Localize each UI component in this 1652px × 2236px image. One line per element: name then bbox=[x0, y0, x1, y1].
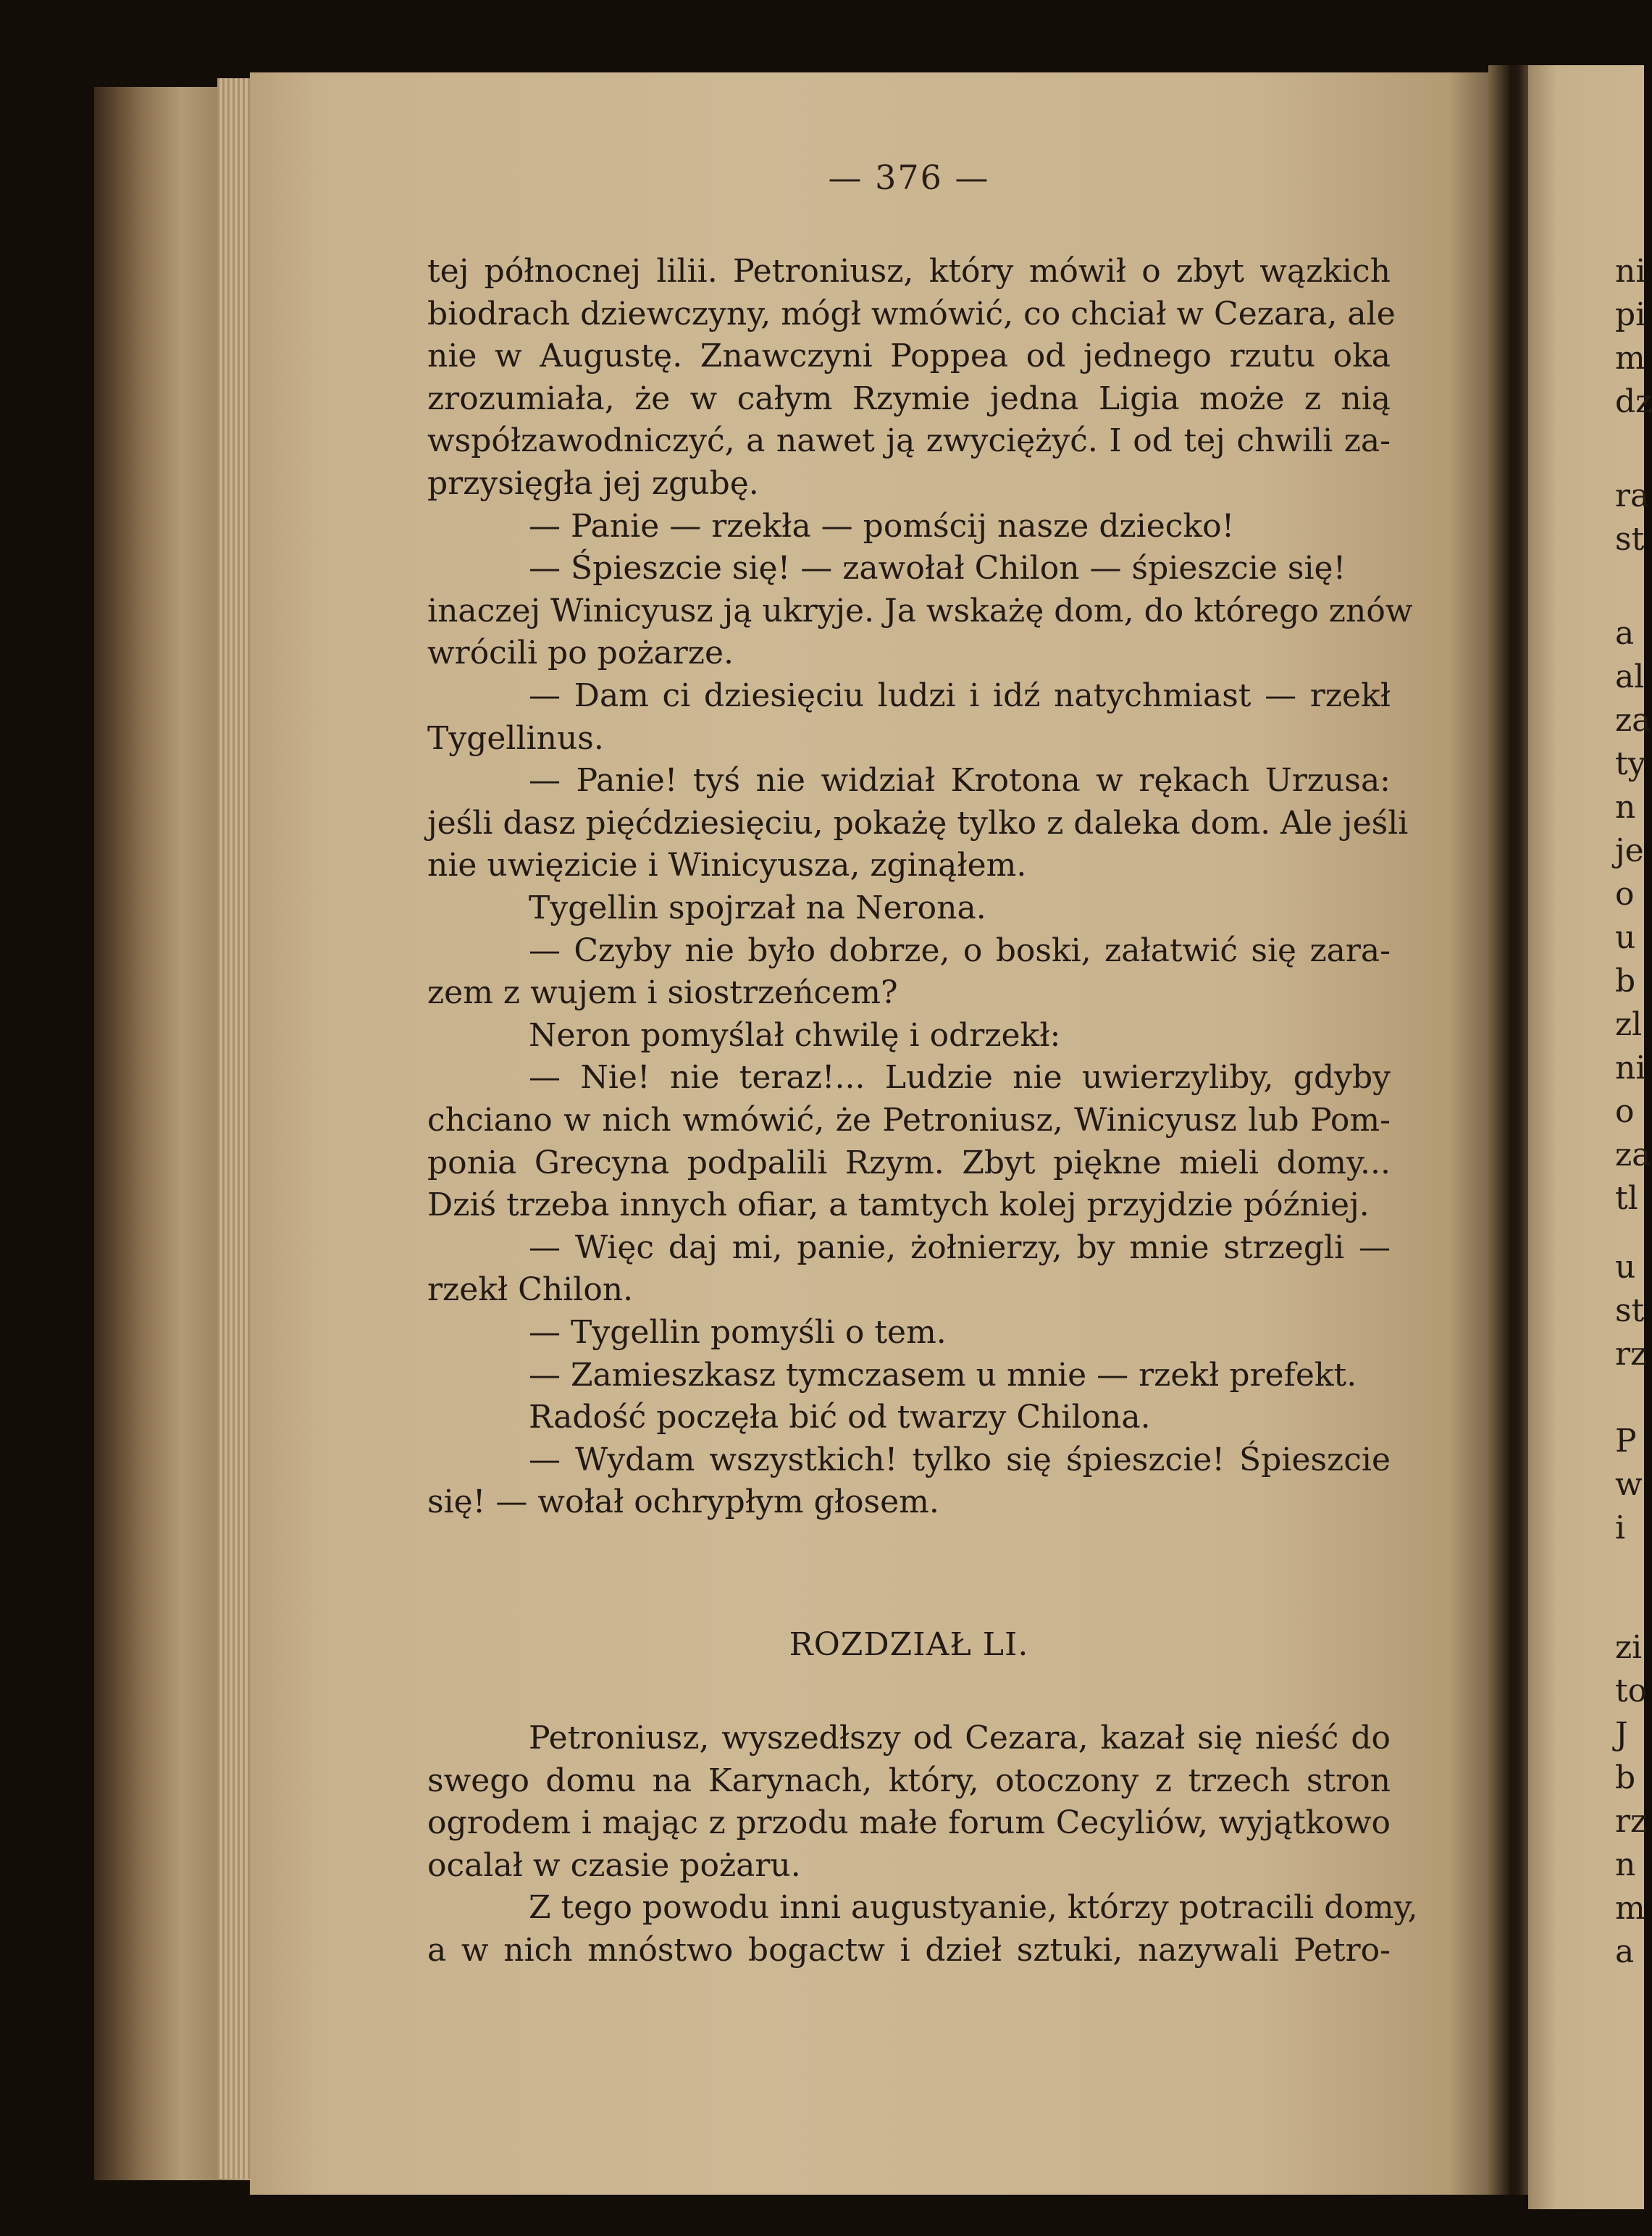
right-page-fragment: n bbox=[1615, 789, 1636, 826]
right-page-fragment: a bbox=[1615, 615, 1635, 652]
text-line: — Śpieszcie się! — zawołał Chilon — śpieszcie się! bbox=[529, 550, 1346, 587]
right-page-fragment: zl bbox=[1615, 1006, 1643, 1043]
right-page-fragment: o bbox=[1615, 1093, 1635, 1130]
right-page-fragment: n bbox=[1615, 1846, 1636, 1883]
right-page-fragment: J bbox=[1615, 1716, 1628, 1753]
right-page-fragment: a bbox=[1615, 1933, 1635, 1970]
chapter-text-line: a w nich mnóstwo bogactw i dzieł sztuki, nazywali Petro- bbox=[427, 1932, 1391, 1969]
chapter-text-line: ocalał w czasie pożaru. bbox=[427, 1846, 801, 1884]
text-line: — Panie! tyś nie widział Krotona w rękach Urzusa: bbox=[529, 762, 1391, 800]
right-page-fragment: b bbox=[1615, 963, 1636, 1000]
right-page-fragment: o bbox=[1615, 876, 1635, 913]
right-page-fragment: u bbox=[1615, 1249, 1636, 1286]
text-line: nie uwięzicie i Winicyusza, zginąłem. bbox=[427, 847, 1027, 884]
right-page-fragment: tl bbox=[1615, 1180, 1638, 1217]
text-line: — Zamieszkasz tymczasem u mnie — rzekł prefekt. bbox=[529, 1356, 1357, 1394]
text-line: zem z wujem i siostrzeńcem? bbox=[427, 974, 898, 1012]
right-page-fragment: st bbox=[1615, 521, 1645, 558]
text-line: rzekł Chilon. bbox=[427, 1271, 634, 1309]
right-page-fragment: st bbox=[1615, 1292, 1645, 1329]
text-line: ponia Grecyna podpalili Rzym. Zbyt piękne mieli domy... bbox=[427, 1144, 1391, 1181]
text-line: — Nie! nie teraz!... Ludzie nie uwierzyliby, gdyby bbox=[529, 1059, 1391, 1097]
right-page-fragment: w bbox=[1615, 1466, 1643, 1503]
text-line: wrócili po pożarze. bbox=[427, 635, 734, 672]
right-page-fragment: je bbox=[1615, 832, 1644, 869]
text-line: chciano w nich wmówić, że Petroniusz, Winicyusz lub Pom- bbox=[427, 1102, 1391, 1139]
right-page-fragment: rz bbox=[1615, 1803, 1648, 1840]
right-page-fragment: zi bbox=[1615, 1629, 1643, 1666]
right-page-fragment: ty bbox=[1615, 745, 1646, 782]
text-line: — Wydam wszystkich! tylko się śpieszcie! Śpieszcie bbox=[529, 1441, 1391, 1478]
right-page-fragment: m bbox=[1615, 340, 1645, 377]
chapter-text-line: swego domu na Karynach, który, otoczony z trzech stron bbox=[427, 1762, 1391, 1799]
page-number: — 376 — bbox=[828, 158, 990, 197]
chapter-text-line: Z tego powodu inni augustyanie, którzy potracili domy, bbox=[529, 1889, 1418, 1927]
right-page-fragment: to bbox=[1615, 1672, 1648, 1709]
right-page-fragment: pi bbox=[1615, 296, 1646, 333]
right-page-fragment: al bbox=[1615, 658, 1645, 695]
text-line: się! — wołał ochrypłym głosem. bbox=[427, 1483, 939, 1521]
right-page-fragment: za bbox=[1615, 1136, 1651, 1173]
text-line: współzawodniczyć, a nawet ją zwyciężyć. I od tej chwili za- bbox=[427, 422, 1391, 460]
text-line: — Panie — rzekła — pomścij nasze dziecko! bbox=[529, 507, 1235, 545]
chapter-heading: ROZDZIAŁ LI. bbox=[789, 1626, 1029, 1663]
right-page-fragment: dz bbox=[1615, 383, 1652, 420]
right-page-fragment: ra bbox=[1615, 477, 1650, 514]
text-line: zrozumiała, że w całym Rzymie jedna Ligia może z nią bbox=[427, 380, 1391, 417]
right-page-fragment: za bbox=[1615, 702, 1651, 739]
text-line: przysięgła jej zgubę. bbox=[427, 465, 759, 502]
right-page-fragment: b bbox=[1615, 1759, 1636, 1796]
text-line: nie w Augustę. Znawczyni Poppea od jednego rzutu oka bbox=[427, 338, 1391, 375]
text-line: tej północnej lilii. Petroniusz, który mówił o zbyt wązkich bbox=[427, 253, 1391, 290]
chapter-text-line: Petroniusz, wyszedłszy od Cezara, kazał się nieść do bbox=[529, 1720, 1391, 1756]
text-line: Tygellinus. bbox=[427, 719, 604, 757]
text-line: — Więc daj mi, panie, żołnierzy, by mnie strzegli — bbox=[529, 1228, 1391, 1266]
text-line: Neron pomyślał chwilę i odrzekł: bbox=[529, 1016, 1061, 1054]
text-line: Tygellin spojrzał na Nerona. bbox=[529, 889, 986, 926]
right-page-fragment: i bbox=[1615, 1509, 1626, 1546]
right-page-fragment: m bbox=[1615, 1890, 1645, 1927]
text-line: Radość poczęła bić od twarzy Chilona. bbox=[529, 1399, 1151, 1436]
text-line: inaczej Winicyusz ją ukryje. Ja wskażę dom, do którego znów bbox=[427, 592, 1413, 629]
chapter-text-line: ogrodem i mając z przodu małe forum Cecyliów, wyjątkowo bbox=[427, 1804, 1391, 1842]
text-line: jeśli dasz pięćdziesięciu, pokażę tylko z daleka dom. Ale jeśli bbox=[427, 804, 1409, 842]
right-page-fragment: P bbox=[1615, 1423, 1637, 1460]
right-page-fragment: u bbox=[1615, 919, 1636, 956]
text-line: — Tygellin pomyśli o tem. bbox=[529, 1314, 947, 1351]
right-page-fragment: ni bbox=[1615, 253, 1646, 290]
right-page-fragment: rz bbox=[1615, 1336, 1648, 1373]
text-line: biodrach dziewczyny, mógł wmówić, co chciał w Cezara, ale bbox=[427, 295, 1396, 332]
text-line: Dziś trzeba innych ofiar, a tamtych kolej przyjdzie później. bbox=[427, 1186, 1370, 1224]
text-line: — Czyby nie było dobrze, o boski, załatwić się zara- bbox=[529, 931, 1391, 969]
text-line: — Dam ci dziesięciu ludzi i idź natychmiast — rzekł bbox=[529, 677, 1391, 714]
right-page-fragment: ni bbox=[1615, 1050, 1646, 1086]
